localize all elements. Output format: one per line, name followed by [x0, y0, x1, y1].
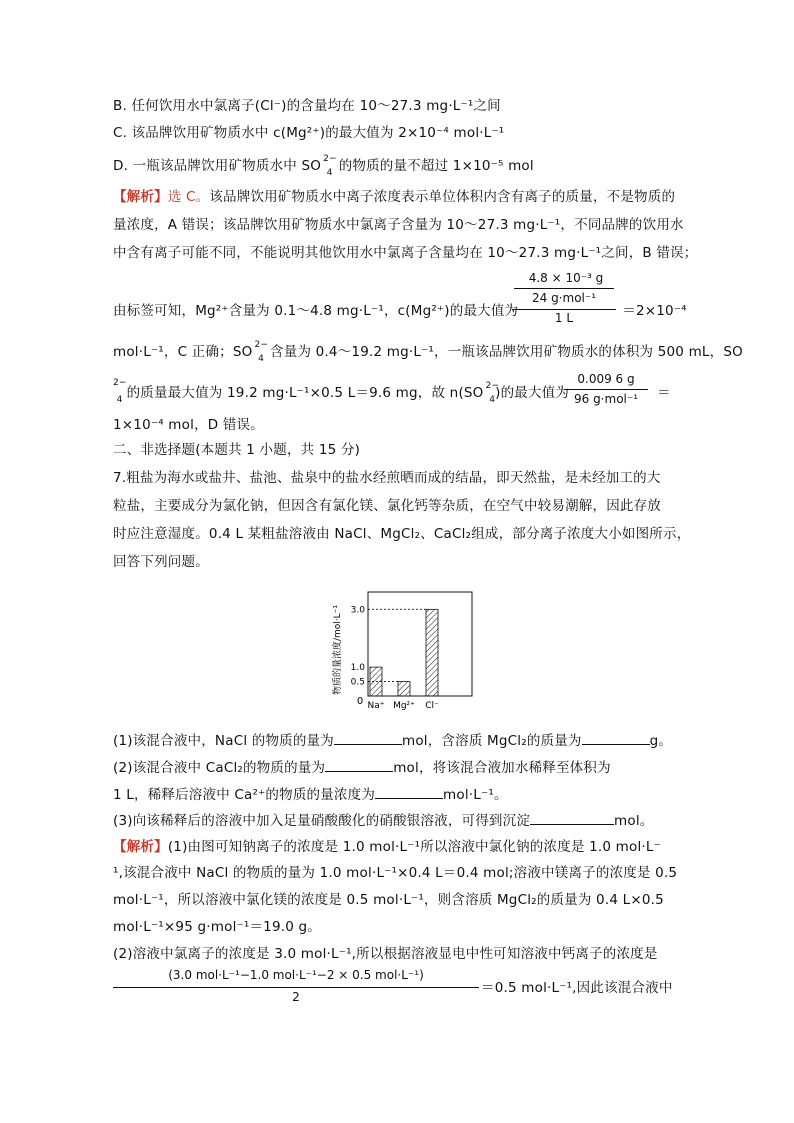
analysis-2-line-2: ¹,该混合液中 NaCl 的物质的量为 1.0 mol·L⁻¹×0.4 L＝0.4 mol;溶液中镁离子的浓度是 0.5 [113, 865, 678, 881]
analysis-1-line-5: mol·L⁻¹，C 正确；SO $^{2-}_4$ 含量为 0.4～19.2 mg·L⁻¹，一瓶该品牌饮用矿物质水的体积为 500 mL，SO [113, 340, 743, 364]
y-tick-label: 1.0 [350, 663, 365, 674]
option-c: C. 该品牌饮用矿物质水中 c(Mg²⁺)的最大值为 2×10⁻⁴ mol·L⁻¹ [113, 125, 505, 141]
answer-blank-3[interactable] [530, 810, 614, 825]
fraction-top-denominator: 24 g·mol⁻¹ [531, 291, 597, 305]
analysis-2-line-1: 【解析】(1)由图可知钠离子的浓度是 1.0 mol·L⁻¹所以溶液中氯化钠的浓度是 1.0 mol·L⁻ [113, 839, 661, 855]
analysis-tag-2: 【解析】 [113, 839, 168, 855]
analysis-2-line-6-tail: ＝0.5 mol·L⁻¹,因此该混合液中 [481, 980, 673, 996]
option-d: D. 一瓶该品牌饮用矿物质水中 SO $^{2-}_4$ 的物质的量不超过 1×10⁻⁵ mol [113, 154, 534, 178]
y-tick-label: 0.5 [350, 677, 365, 688]
question-7-line-1: 7.粗盐为海水或盐井、盐池、盐泉中的盐水经煎晒而成的结晶，即天然盐，是未经加工的大 [113, 470, 661, 486]
analysis-1-line-4: 由标签可知，Mg²⁺含量为 0.1～4.8 mg·L⁻¹，c(Mg²⁺)的最大值为 ＝2×10⁻⁴ [113, 303, 687, 319]
question-1: (1)该混合液中，NaCl 的物质的量为 mol，含溶质 MgCl₂的质量为 g。 [113, 730, 685, 750]
bar-2 [426, 609, 438, 696]
analysis-1-line-6: $^{2-}_4$ 的质量最大值为 19.2 mg·L⁻¹×0.5 L＝9.6 mg，故 n(SO $^{2-}_4$)的最大值为 ＝ [113, 378, 671, 405]
analysis-1-line-2: 量浓度，A 错误；该品牌饮用矿物质水中氯离子含量为 10～27.3 mg·L⁻¹，不同品牌的饮用水 [113, 217, 684, 233]
question-7-line-4: 回答下列问题。 [113, 554, 209, 570]
x-tick-label: Cl⁻ [425, 701, 439, 711]
analysis-2-fraction-numerator: (3.0 mol·L⁻¹−1.0 mol·L⁻¹−2 × 0.5 mol·L⁻¹) [168, 968, 424, 982]
analysis-1-line-3: 中含有离子可能不同，不能说明其他饮用水中氯离子含量均在 10～27.3 mg·L⁻¹之间，B 错误； [113, 245, 698, 261]
y-axis-label: 物质的量浓度/mol·L⁻¹ [333, 604, 343, 696]
analysis-1-line-7: 1×10⁻⁴ mol，D 错误。 [113, 417, 264, 433]
question-2-line-2: 1 L，稀释后溶液中 Ca²⁺的物质的量浓度为 mol·L⁻¹。 [113, 784, 685, 804]
fraction-bottom: 1 L [554, 311, 574, 325]
analysis-tag: 【解析】 [113, 189, 168, 205]
answer-blank-2b[interactable] [375, 784, 443, 799]
fraction2-denominator: 96 g·mol⁻¹ [573, 392, 639, 406]
analysis-2-fraction-denominator: 2 [292, 990, 300, 1004]
chart-svg [330, 578, 480, 714]
x-tick-label: Mg²⁺ [393, 701, 415, 711]
section-heading: 二、非选择题(本题共 1 小题，共 15 分) [113, 442, 361, 458]
fraction-top-numerator: 4.8 × 10⁻³ g [528, 271, 604, 285]
analysis-1-line-1: 【解析】选 C。该品牌饮用矿物质水中离子浓度表示单位体积内含有离子的质量，不是物质的 [113, 189, 676, 205]
fraction2-bar [564, 389, 648, 390]
analysis-2-line-4: mol·L⁻¹×95 g·mol⁻¹＝19.0 g。 [113, 919, 321, 935]
question-3: (3)向该稀释后的溶液中加入足量硝酸酸化的硝酸银溶液，可得到沉淀 mol。 [113, 810, 685, 830]
analysis-2-fraction-bar [113, 987, 479, 988]
answer-blank-1b[interactable] [582, 730, 650, 745]
answer-choice: 选 C。 [167, 189, 210, 205]
plot-frame [368, 592, 472, 696]
y-tick-label: 3.0 [350, 605, 365, 616]
question-7-line-3: 时应注意湿度。0.4 L 某粗盐溶液由 NaCl、MgCl₂、CaCl₂组成，部分离子浓度大小如图所示， [113, 526, 691, 542]
x-tick-label: Na⁺ [367, 701, 385, 711]
fraction2-numerator: 0.009 6 g [577, 372, 635, 386]
question-7-line-2: 粒盐，主要成分为氯化钠，但因含有氯化镁、氯化钙等杂质，在空气中较易潮解，因此存放 [113, 498, 661, 514]
answer-blank-2a[interactable] [325, 757, 393, 772]
answer-blank-1a[interactable] [334, 730, 402, 745]
bar-1 [398, 682, 410, 696]
ion-concentration-chart [330, 578, 480, 714]
question-2-line-1: (2)该混合液中 CaCl₂的物质的量为 mol，将该混合液加水稀释至体积为 [113, 757, 685, 777]
analysis-2-line-5: (2)溶液中氯离子的浓度是 3.0 mol·L⁻¹,所以根据溶液显电中性可知溶液中钙离子的浓度是 [113, 946, 658, 962]
option-b: B. 任何饮用水中氯离子(Cl⁻)的含量均在 10～27.3 mg·L⁻¹之间 [113, 98, 501, 114]
analysis-2-line-3: mol·L⁻¹，所以溶液中氯化镁的浓度是 0.5 mol·L⁻¹，则含溶质 MgCl₂的质量为 0.4 L×0.5 [113, 892, 664, 908]
fraction-inner-bar [514, 288, 614, 289]
origin-label: 0 [356, 696, 364, 707]
